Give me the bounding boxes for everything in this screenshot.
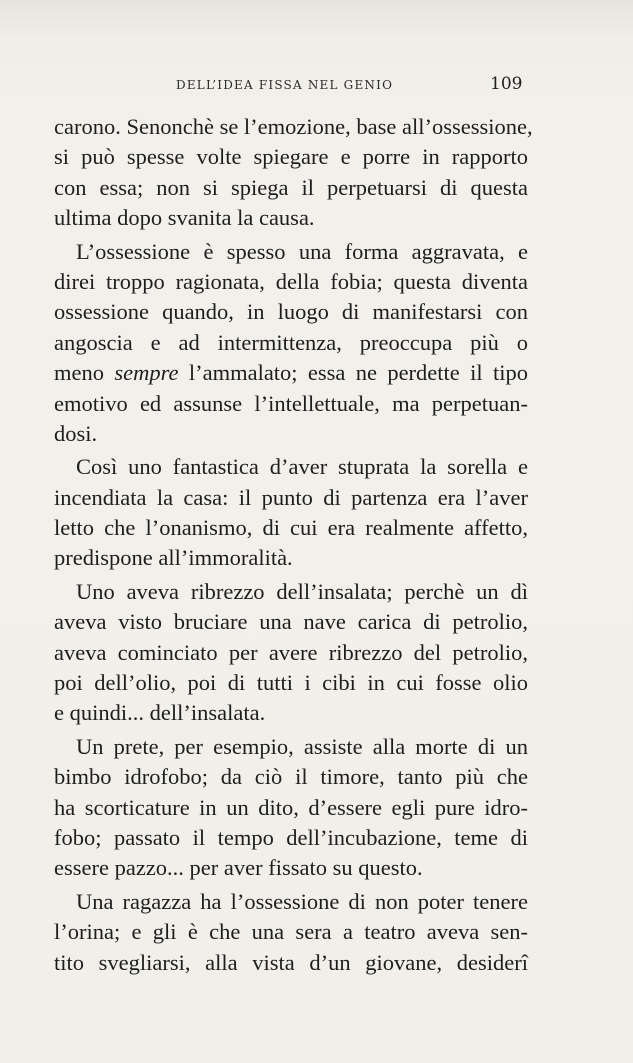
text-line: tito svegliarsi, alla vista d’un giovane, desiderî (54, 949, 528, 975)
text-line: ha scorticature in un dito, d’essere egli pure idro- (54, 794, 528, 820)
paragraph (54, 112, 533, 234)
text-line: carono. Senonchè se l’emozione, base all’ossessione, (54, 114, 533, 139)
text-line: ultima dopo svanita la causa. (54, 205, 315, 231)
paragraph (54, 452, 528, 574)
text-line: ossessione quando, in luogo di manifestarsi con (54, 299, 528, 325)
page-header (0, 74, 633, 98)
text-line: angoscia e ad intermittenza, preoccupa più o (54, 329, 528, 355)
text-line: Una ragazza ha l’ossessione di non poter tenere (76, 888, 528, 914)
text-segment: meno (54, 360, 115, 386)
text-line: L’ossessione è spesso una forma aggravata, e (76, 238, 528, 264)
body-text (54, 112, 533, 978)
text-line: con essa; non si spiega il perpetuarsi di questa (54, 174, 528, 200)
italic-emphasis: sempre (114, 360, 179, 386)
text-line: essere pazzo... per aver fissato su questo. (54, 855, 423, 881)
text-segment: l’ammalato; essa ne perdette il tipo (178, 360, 528, 386)
paragraph (54, 887, 528, 978)
text-line: incendiata la casa: il punto di partenza era l’aver (54, 484, 528, 510)
text-line: e quindi... dell’insalata. (54, 700, 266, 726)
text-line: fobo; passato il tempo dell’incubazione, teme di (54, 824, 528, 850)
page-number: 109 (490, 74, 523, 94)
paragraph (54, 237, 528, 450)
text-line: predispone all’immoralità. (54, 545, 293, 571)
text-line: dosi. (54, 420, 98, 446)
text-line: Un prete, per esempio, assiste alla morte di un (76, 733, 528, 759)
text-line: si può spesse volte spiegare e porre in rapporto (54, 144, 528, 170)
text-line: poi dell’olio, poi di tutti i cibi in cui fosse olio (54, 670, 528, 696)
paragraph (54, 732, 528, 884)
text-line: bimbo idrofobo; da ciò il timore, tanto più che (54, 764, 528, 790)
running-head: DELL’IDEA FISSA NEL GENIO (176, 78, 394, 92)
text-line (54, 358, 528, 388)
text-line: letto che l’onanismo, di cui era realmente affetto, (54, 515, 528, 541)
text-line: l’orina; e gli è che una sera a teatro aveva sen- (54, 919, 528, 945)
paragraph (54, 577, 528, 729)
text-line: aveva cominciato per avere ribrezzo del petrolio, (54, 639, 528, 665)
text-line: aveva visto bruciare una nave carica di petrolio, (54, 609, 528, 635)
text-line: Uno aveva ribrezzo dell’insalata; perchè un dì (76, 578, 528, 604)
text-line: Così uno fantastica d’aver stuprata la sorella e (76, 454, 528, 480)
text-line: direi troppo ragionata, della fobia; questa diventa (54, 268, 528, 294)
text-line: emotivo ed assunse l’intellettuale, ma perpetuan- (54, 390, 528, 416)
